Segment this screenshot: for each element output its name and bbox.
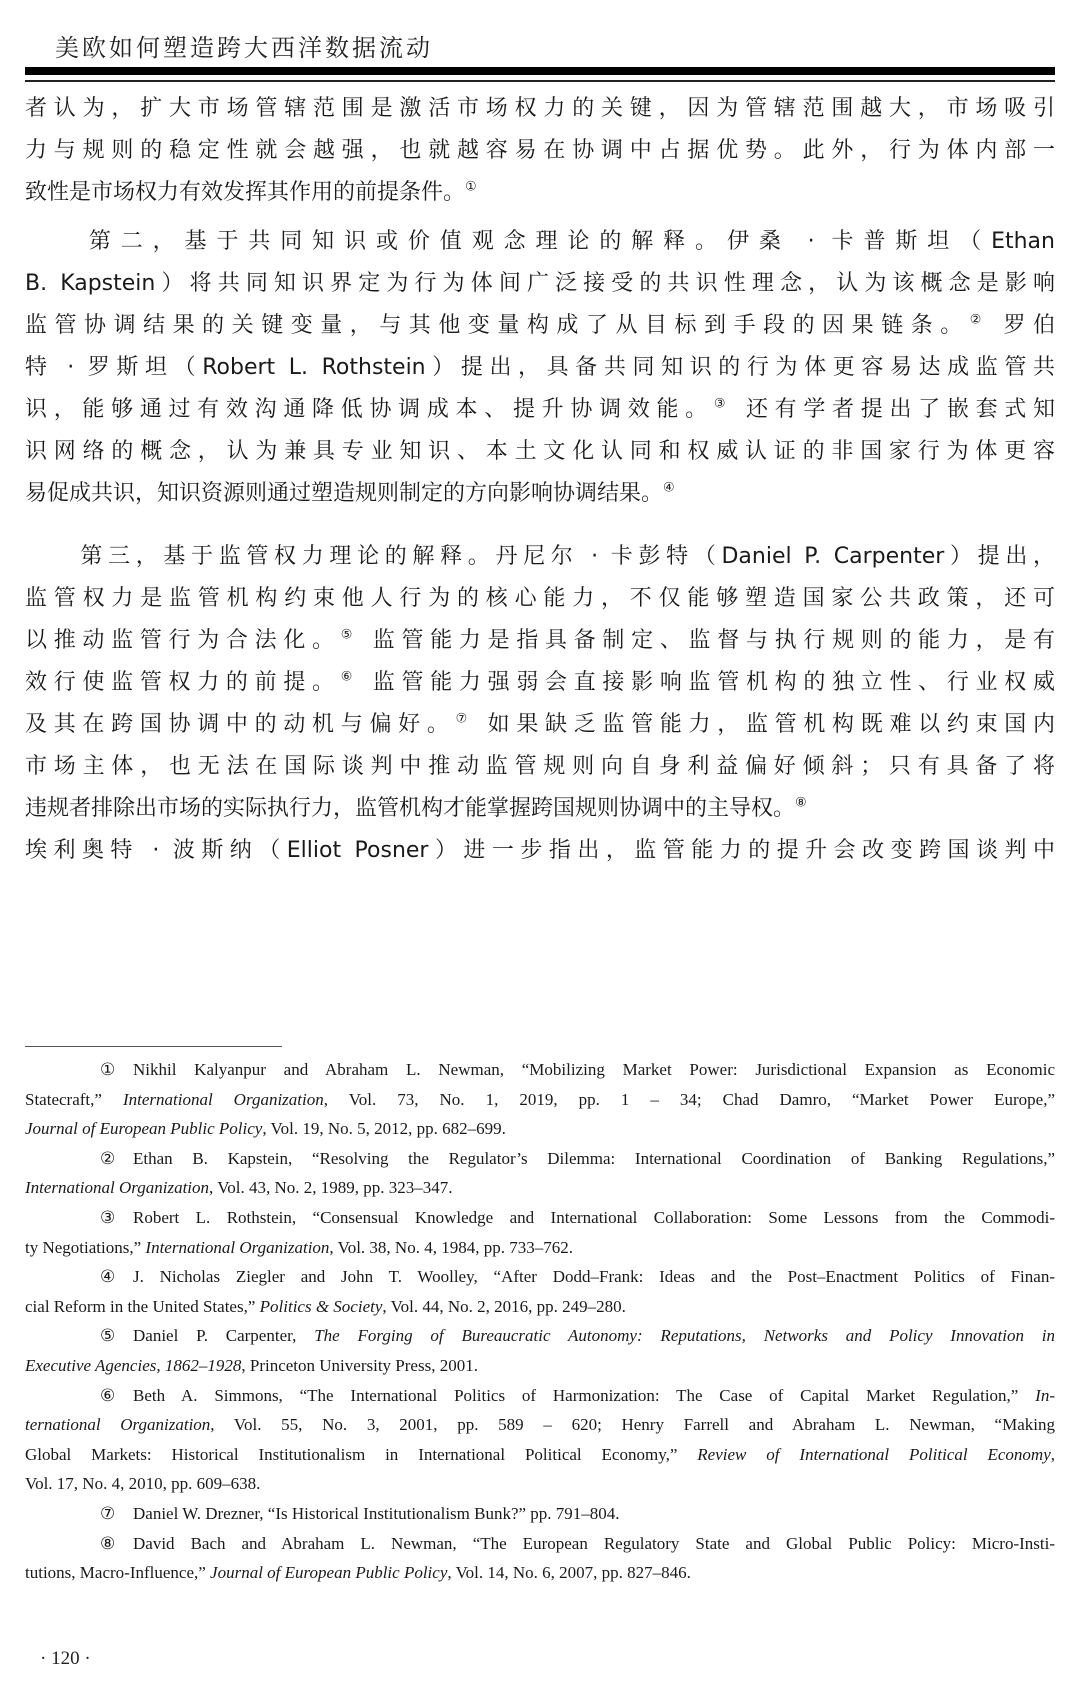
footnote-line — [25, 1353, 1055, 1379]
body-line-text: 第二，基于共同知识或价值观念理论的解释。伊桑 · 卡普斯坦（Ethan — [25, 229, 1055, 254]
footnote-text: Robert L. Rothstein, “Consensual Knowledge and International Collaboration: Some Lessons from the Commodi- — [133, 1208, 1055, 1227]
footnote-text: , — [1050, 1445, 1055, 1464]
footnote-reference[interactable]: ⑤ — [340, 627, 360, 643]
footnote-reference[interactable]: ① — [465, 179, 477, 195]
body-line-text-after: 罗伯 — [988, 313, 1055, 338]
footnote-italic-title: Politics & Society — [259, 1297, 383, 1316]
body-line-text: 埃利奥特 · 波斯纳（Elliot Posner）进一步指出，监管能力的提升会改变跨国谈判中 — [25, 838, 1055, 863]
footnote-text: Ethan B. Kapstein, “Resolving the Regulator’s Dilemma: International Coordination of Banking Regulations,” — [133, 1149, 1055, 1168]
footnote-line — [25, 1501, 1055, 1527]
footnote-text: J. Nicholas Ziegler and John T. Woolley, “After Dodd–Frank: Ideas and the Post–Enactment Politics of Finan- — [133, 1267, 1055, 1286]
footnote-marker: ④ — [100, 1267, 116, 1286]
body-line — [25, 666, 1055, 700]
footnote-text: Daniel W. Drezner, “Is Historical Institutionalism Bunk?” pp. 791–804. — [133, 1504, 620, 1523]
footnote-line — [25, 1087, 1055, 1113]
footnote-italic-title: International Organization — [122, 1090, 324, 1109]
body-line-text: B. Kapstein）将共同知识界定为行为体间广泛接受的共识性理念，认为该概念是影响 — [25, 271, 1055, 296]
body-line — [25, 477, 1055, 511]
body-line-text: 违规者排除出市场的实际执行力，监管机构才能掌握跨国规则协调中的主导权。 — [25, 796, 796, 821]
body-line — [25, 540, 1055, 574]
footnote-italic-title: International Organization — [25, 1178, 210, 1197]
body-line — [25, 792, 1055, 826]
footnote-line — [25, 1323, 1055, 1349]
footnote-text: Global Markets: Historical Institutionalism in International Political Economy,” — [25, 1445, 698, 1464]
footnote-italic-title: Executive Agencies, 1862–1928 — [25, 1356, 242, 1375]
body-line-text: 力与规则的稳定性就会越强，也就越容易在协调中占据优势。此外，行为体内部一 — [25, 138, 1055, 163]
body-line — [25, 624, 1055, 658]
footnote-text: , Vol. 44, No. 2, 2016, pp. 249–280. — [382, 1297, 626, 1316]
footnote-text: Nikhil Kalyanpur and Abraham L. Newman, “Mobilizing Market Power: Jurisdictional Expansion as Economic — [133, 1060, 1055, 1079]
body-line-text: 以推动监管行为合法化。 — [25, 628, 341, 653]
body-line-text: 监管协调结果的关键变量，与其他变量构成了从目标到手段的因果链条。 — [25, 313, 970, 338]
body-line-text-after: 监管能力强弱会直接影响监管机构的独立性、行业权威 — [359, 670, 1055, 695]
body-line-text: 市场主体，也无法在国际谈判中推动监管规则向自身利益偏好倾斜；只有具备了将 — [25, 754, 1055, 779]
body-line-text: 致性是市场权力有效发挥其作用的前提条件。 — [25, 180, 466, 205]
footnote-line — [25, 1235, 1055, 1261]
footnote-text: , Vol. 73, No. 1, 2019, pp. 1 – 34; Chad Damro, “Market Power Europe,” — [323, 1090, 1055, 1109]
body-line-text: 识网络的概念，认为兼具专业知识、本土文化认同和权威认证的非国家行为体更容 — [25, 439, 1055, 464]
footnote-text: Vol. 17, No. 4, 2010, pp. 609–638. — [25, 1474, 261, 1493]
footnote-text: , Vol. 38, No. 4, 1984, pp. 733–762. — [329, 1238, 573, 1257]
footnote-line — [25, 1560, 1055, 1586]
footnote-italic-title: Review of International Political Economy — [697, 1445, 1051, 1464]
body-line-text-after: 监管能力是指具备制定、监督与执行规则的能力，是有 — [359, 628, 1055, 653]
footnote-italic-title: Journal of European Public Policy — [25, 1119, 263, 1138]
footnote-marker: ② — [100, 1149, 116, 1168]
body-line — [25, 134, 1055, 168]
body-line-text: 特 · 罗斯坦（Robert L. Rothstein）提出，具备共同知识的行为体更容易达成监管共 — [25, 355, 1055, 380]
footnote-italic-title: The Forging of Bureaucratic Autonomy: Reputations, Networks and Policy Innovation in — [314, 1326, 1056, 1345]
body-line-text: 者认为，扩大市场管辖范围是激活市场权力的关键，因为管辖范围越大，市场吸引 — [25, 96, 1055, 121]
footnote-line — [25, 1205, 1055, 1231]
footnote-text: , Vol. 55, No. 3, 2001, pp. 589 – 620; Henry Farrell and Abraham L. Newman, “Making — [210, 1415, 1055, 1434]
body-line — [25, 225, 1055, 259]
body-line — [25, 393, 1055, 427]
footnote-reference[interactable]: ④ — [663, 480, 675, 496]
footnote-text: , Princeton University Press, 2001. — [241, 1356, 478, 1375]
footnote-reference[interactable]: ② — [969, 312, 989, 328]
body-line-text: 识，能够通过有效沟通降低协调成本、提升协调效能。 — [25, 397, 714, 422]
footnote-text: tutions, Macro-Influence,” — [25, 1563, 211, 1582]
body-line-text: 及其在跨国协调中的动机与偏好。 — [25, 712, 456, 737]
footnote-line — [25, 1383, 1055, 1409]
running-header-title: 美欧如何塑造跨大西洋数据流动 — [55, 34, 433, 62]
footnote-line — [25, 1412, 1055, 1438]
body-line-text: 效行使监管权力的前提。 — [25, 670, 341, 695]
footnote-italic-title: ternational Organization — [25, 1415, 211, 1434]
footnote-marker: ⑧ — [100, 1534, 116, 1553]
body-line-text-after: 还有学者提出了嵌套式知 — [732, 397, 1055, 422]
footnote-line — [25, 1264, 1055, 1290]
body-line — [25, 176, 1055, 210]
footnote-line — [25, 1057, 1055, 1083]
footnote-reference[interactable]: ⑥ — [340, 669, 360, 685]
footnote-line — [25, 1175, 1055, 1201]
footnote-text: ty Negotiations,” — [25, 1238, 146, 1257]
footnote-text: cial Reform in the United States,” — [25, 1297, 260, 1316]
header-thin-rule — [25, 80, 1055, 82]
body-line — [25, 92, 1055, 126]
body-line — [25, 351, 1055, 385]
header-thick-rule — [25, 67, 1055, 75]
page-number: · 120 · — [40, 1648, 91, 1669]
body-line — [25, 435, 1055, 469]
footnote-line — [25, 1146, 1055, 1172]
footnote-text: Statecraft,” — [25, 1090, 123, 1109]
footnote-line — [25, 1531, 1055, 1557]
footnote-marker: ⑤ — [100, 1326, 116, 1345]
body-line-text: 易促成共识，知识资源则通过塑造规则制定的方向影响协调结果。 — [25, 481, 664, 506]
body-line — [25, 267, 1055, 301]
footnote-reference[interactable]: ⑦ — [455, 711, 474, 727]
footnote-line — [25, 1294, 1055, 1320]
footnote-reference[interactable]: ⑧ — [795, 795, 807, 811]
footnote-line — [25, 1471, 1055, 1497]
footnote-text: , Vol. 14, No. 6, 2007, pp. 827–846. — [447, 1563, 691, 1582]
footnote-line — [25, 1116, 1055, 1142]
footnote-text: David Bach and Abraham L. Newman, “The European Regulatory State and Global Public Policy: Micro-Insti- — [133, 1534, 1055, 1553]
footnote-italic-title: International Organization — [145, 1238, 330, 1257]
footnote-marker: ⑥ — [100, 1386, 116, 1405]
body-line-text: 监管权力是监管机构约束他人行为的核心能力，不仅能够塑造国家公共政策，还可 — [25, 586, 1055, 611]
footnote-reference[interactable]: ③ — [713, 396, 733, 412]
body-line — [25, 834, 1055, 868]
footnote-text: , Vol. 43, No. 2, 1989, pp. 323–347. — [209, 1178, 453, 1197]
body-line — [25, 582, 1055, 616]
footnote-text: , Vol. 19, No. 5, 2012, pp. 682–699. — [262, 1119, 506, 1138]
footnote-line — [25, 1442, 1055, 1468]
footnote-italic-title: In- — [1035, 1386, 1055, 1405]
footnote-marker: ① — [100, 1060, 116, 1079]
body-line-text: 第三，基于监管权力理论的解释。丹尼尔 · 卡彭特（Daniel P. Carpenter）提出， — [25, 544, 1055, 569]
footnote-separator — [25, 1046, 282, 1047]
body-line — [25, 309, 1055, 343]
footnote-text: Daniel P. Carpenter, — [133, 1326, 315, 1345]
footnote-marker: ⑦ — [100, 1504, 116, 1523]
body-line — [25, 708, 1055, 742]
footnote-text: Beth A. Simmons, “The International Politics of Harmonization: The Case of Capital Market Regulation,” — [133, 1386, 1036, 1405]
footnote-italic-title: Journal of European Public Policy — [210, 1563, 448, 1582]
footnote-marker: ③ — [100, 1208, 116, 1227]
body-line-text-after: 如果缺乏监管能力，监管机构既难以约束国内 — [473, 712, 1055, 737]
body-line — [25, 750, 1055, 784]
